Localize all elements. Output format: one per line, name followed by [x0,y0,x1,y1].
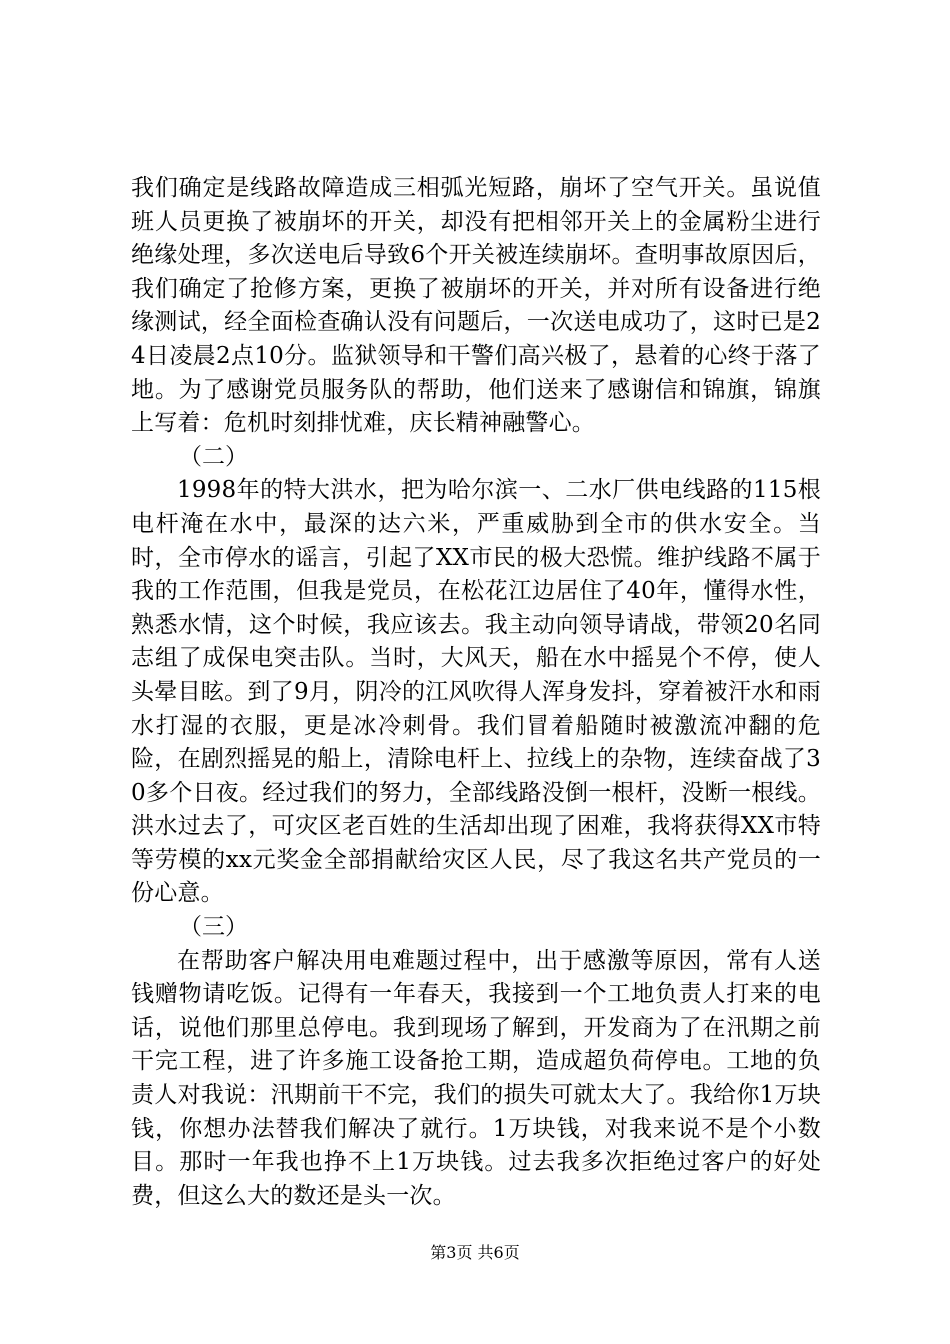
document-body [131,172,821,1213]
page-number-footer: 第3页 共6页 [430,1243,520,1262]
paragraph-continuation: 我们确定是线路故障造成三相弧光短路，崩坏了空气开关。虽说值班人员更换了被崩坏的开关，却没有把相邻开关上的金属粉尘进行绝缘处理，多次送电后导致6个开关被连续崩坏。查明事故原因后，我们确定了抢修方案，更换了被崩坏的开关，并对所有设备进行绝缘测试，经全面检查确认没有问题后，一次送电成功了，这时已是24日凌晨2点10分。监狱领导和干警们高兴极了，悬着的心终于落了地。为了感谢党员服务队的帮助，他们送来了感谢信和锦旗，锦旗上写着：危机时刻排忧难，庆长精神融警心。 [131,175,821,437]
section-heading-2: （二） [179,443,248,470]
paragraph-section-2: 1998年的特大洪水，把为哈尔滨一、二水厂供电线路的115根电杆淹在水中，最深的达六米，严重威胁到全市的供水安全。当时，全市停水的谣言，引起了XX市民的极大恐慌。维护线路不属于我的工作范围，但我是党员，在松花江边居住了40年，懂得水性，熟悉水情，这个时候，我应该去。我主动向领导请战，带领20名同志组了成保电突击队。当时，大风天，船在水中摇晃个不停，使人头晕目眩。到了9月，阴冷的江风吹得人浑身发抖，穿着被汗水和雨水打湿的衣服，更是冰冷刺骨。我们冒着船随时被激流冲翻的危险，在剧烈摇晃的船上，清除电杆上、拉线上的杂物，连续奋战了30多个日夜。经过我们的努力，全部线路没倒一根杆，没断一根线。洪水过去了，可灾区老百姓的生活却出现了困难，我将获得XX市特等劳模的xx元奖金全部捐献给灾区人民，尽了我这名共产党员的一份心意。 [131,477,821,907]
paragraph-section-3: 在帮助客户解决用电难题过程中，出于感激等原因，常有人送钱赠物请吃饭。记得有一年春天，我接到一个工地负责人打来的电话，说他们那里总停电。我到现场了解到，开发商为了在汛期之前干完工程，进了许多施工设备抢工期，造成超负荷停电。工地的负责人对我说：汛期前干不完，我们的损失可就太大了。我给你1万块钱，你想办法替我们解决了就行。1万块钱，对我来说不是个小数目。那时一年我也挣不上1万块钱。过去我多次拒绝过客户的好处费，但这么大的数还是头一次。 [131,947,821,1209]
section-heading-3: （三） [179,914,248,941]
